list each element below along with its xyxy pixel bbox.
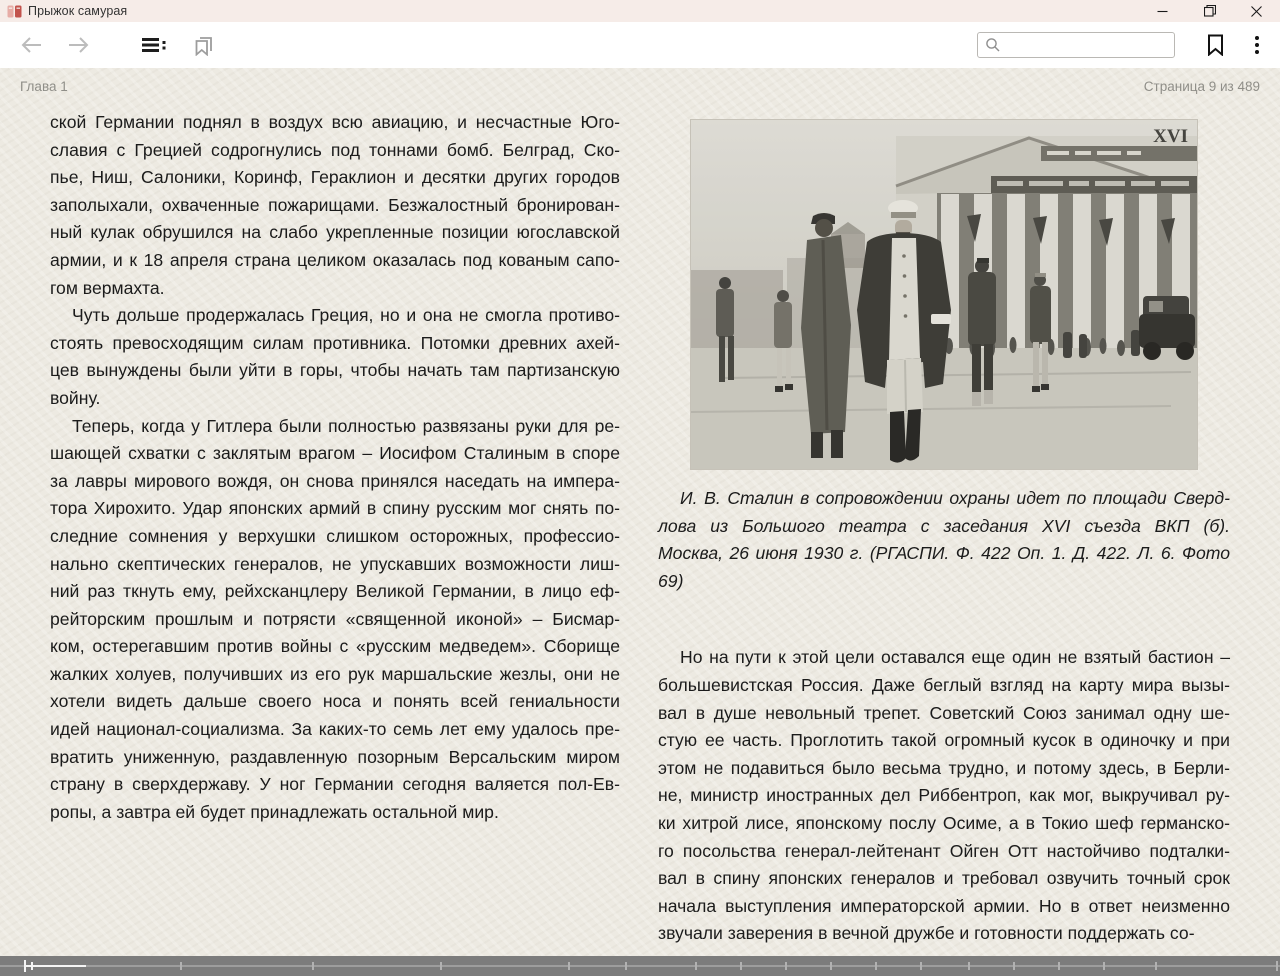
text-line: рейторским прошлым и потрясти «священной иконой» – Бисмар- <box>50 608 620 629</box>
text-line: Москва, 26 июня 1930 г. (РГАСПИ. Ф. 422 Оп. 1. Д. 422. Л. 6. Фото <box>658 543 1230 564</box>
open-book-icon <box>7 5 22 18</box>
bookmark-icon <box>1207 34 1224 56</box>
toolbar <box>0 22 1280 69</box>
text-line: вратить униженную, раздавленную позорным Версальским миром <box>50 746 620 767</box>
text-line: ком, остерегавшим против войны с «русским медведем». Сборище <box>50 636 620 657</box>
search-box <box>977 32 1175 58</box>
chapter-tick <box>1103 962 1105 970</box>
page-header <box>20 79 1260 94</box>
forward-button[interactable] <box>60 28 98 62</box>
text-line: ки хитрой лисе, японскому послу Осиме, а в Токио шеф германско- <box>658 812 1230 833</box>
window-controls <box>1139 0 1280 22</box>
photo-banner-text: XVI <box>1153 126 1188 147</box>
left-text-column <box>50 109 620 826</box>
text-line: Чуть дольше продержалась Греция, но и она не смогла противо- <box>72 305 620 326</box>
text-line: лова из Большого театра с заседания XVI съезда ВКП (б). <box>658 515 1230 536</box>
text-line: за лавры мирового вождя, он снова принялся наседать на импера- <box>50 470 620 491</box>
back-button[interactable] <box>12 28 50 62</box>
overflow-menu-button[interactable] <box>1240 28 1274 62</box>
window-title: Прыжок самурая <box>28 4 128 18</box>
text-line: ской Германии поднял в воздух всю авиацию, и несчастные Юго- <box>50 112 620 132</box>
progress-track-line <box>0 965 1280 967</box>
text-line: жалких холуев, получивших из его рук маршальские жезлы, они не <box>50 663 620 684</box>
restore-button[interactable] <box>1186 0 1233 22</box>
text-line: нально скептических генералов, не упускавших возможности лиш- <box>50 553 620 574</box>
kebab-menu-icon <box>1254 34 1260 56</box>
progress-slider[interactable] <box>0 956 1280 976</box>
chapter-tick <box>440 962 442 970</box>
title-bar <box>0 0 1280 22</box>
text-line: ропы, а завтра ей будет принадлежать остальной мир. <box>50 801 499 822</box>
chapter-tick <box>740 962 742 970</box>
chapter-tick <box>1013 962 1015 970</box>
text-line: вал в душе невольный трепет. Советский Союз занимал одну ше- <box>658 702 1230 723</box>
historical-photo <box>690 119 1198 470</box>
close-button[interactable] <box>1233 0 1280 22</box>
paragraph <box>658 644 1230 948</box>
text-line: шающей схватки с заклятым врагом – Иосифом Сталиным в споре <box>50 443 620 464</box>
magnifier-icon <box>985 37 1001 53</box>
table-of-contents-icon <box>142 37 167 53</box>
text-line: армии, и к 18 апреля страна целиком оказалась под кованым сапо- <box>50 249 620 270</box>
minimize-icon <box>1157 6 1168 17</box>
bookmarks-list-button[interactable] <box>186 28 222 62</box>
text-line: тора Хирохито. Удар японских армий в спину русским мог снять по- <box>50 498 620 519</box>
text-line: стую ее часть. Проглотить такой огромный кусок в одиночку и при <box>658 730 1230 751</box>
bookmark-button[interactable] <box>1198 28 1232 62</box>
text-line: цев вынуждены были уйти в горы, чтобы начать там партизанскую <box>50 360 620 381</box>
reading-area <box>0 68 1280 956</box>
chapter-tick <box>695 962 697 970</box>
text-line: не, министр иностранных дел Риббентроп, как мог, выкручивал ру- <box>658 785 1230 806</box>
text-line: войну. <box>50 387 101 408</box>
text-line: этом не подавиться было весьма трудно, и потому здесь, в Берли- <box>658 757 1230 778</box>
paragraph <box>50 109 620 302</box>
chapter-tick <box>180 962 182 970</box>
restore-icon <box>1204 5 1216 17</box>
text-line: ный кулак обрушился на слабо укрепленные позиции югославской <box>50 222 620 243</box>
photo-caption <box>658 485 1230 595</box>
text-line: стоять превосходящим силам противника. Потомки древних ахей- <box>50 332 620 353</box>
text-line: идей национал-социализма. За каких-то семь лет ему удалось пре- <box>50 719 620 740</box>
text-line: Теперь, когда у Гитлера были полностью развязаны руки для ре- <box>72 415 620 436</box>
chapter-tick <box>785 962 787 970</box>
text-line: хотели видеть дальше своего носа и понять всей гениальности <box>50 691 620 712</box>
bookmarks-stack-icon <box>193 34 215 56</box>
chapter-tick <box>1058 962 1060 970</box>
text-line: гом вермахта. <box>50 277 165 298</box>
text-line: вал в спину японских генералов и требовал озвучить точный срок <box>658 868 1230 889</box>
close-icon <box>1251 6 1262 17</box>
text-line: 69) <box>658 570 684 591</box>
text-line: следние сомнения у верхушки слишком осторожных, профессио- <box>50 525 620 546</box>
chapter-tick <box>1155 962 1157 970</box>
paragraph <box>50 302 620 412</box>
arrow-right-icon <box>67 35 91 55</box>
text-line: Но на пути к этой цели оставался еще один не взятый бастион – <box>680 647 1230 668</box>
text-line: го посольства генерал-лейтенант Ойген Отт настойчиво подталки- <box>658 840 1230 861</box>
text-line: пье, Ниш, Салоники, Коринф, Гераклион и десятки других городов <box>50 167 620 188</box>
page-indicator: Страница 9 из 489 <box>1143 79 1260 94</box>
chapter-tick <box>875 962 877 970</box>
text-line: И. В. Сталин в сопровождении охраны идет по площади Сверд- <box>680 488 1230 508</box>
chapter-tick <box>830 962 832 970</box>
progress-thumb[interactable] <box>24 956 86 976</box>
chapter-tick <box>920 962 922 970</box>
progress-end-cap <box>1276 961 1278 971</box>
chapter-tick <box>568 962 570 970</box>
paragraph <box>50 413 620 827</box>
chapter-label: Глава 1 <box>20 79 68 94</box>
search-input[interactable] <box>1005 34 1174 56</box>
chapter-tick <box>625 962 627 970</box>
text-line: начала выступления императорской армии. Но в ответ неизменно <box>658 895 1230 916</box>
table-of-contents-button[interactable] <box>136 28 172 62</box>
text-line: большевистская Россия. Даже беглый взгляд на карту мира вызы- <box>658 674 1230 695</box>
text-line: ний раз ткнуть ему, рейхсканцлеру Великой Германии, в лицо еф- <box>50 581 620 602</box>
text-line: заполыхали, охваченные пожарищами. Безжалостный бронирован- <box>50 194 620 215</box>
text-line: страну в сверхдержаву. У ног Германии сегодня валяется пол-Ев- <box>50 774 620 795</box>
right-text-column <box>658 109 1230 948</box>
chapter-tick <box>968 962 970 970</box>
arrow-left-icon <box>19 35 43 55</box>
chapter-tick <box>312 962 314 970</box>
minimize-button[interactable] <box>1139 0 1186 22</box>
text-line: славия с Грецией содрогнулись под тоннами бомб. Белград, Ско- <box>50 139 620 160</box>
text-line: звучали заверения в вечной дружбе и готовности поддержать со- <box>658 923 1195 944</box>
